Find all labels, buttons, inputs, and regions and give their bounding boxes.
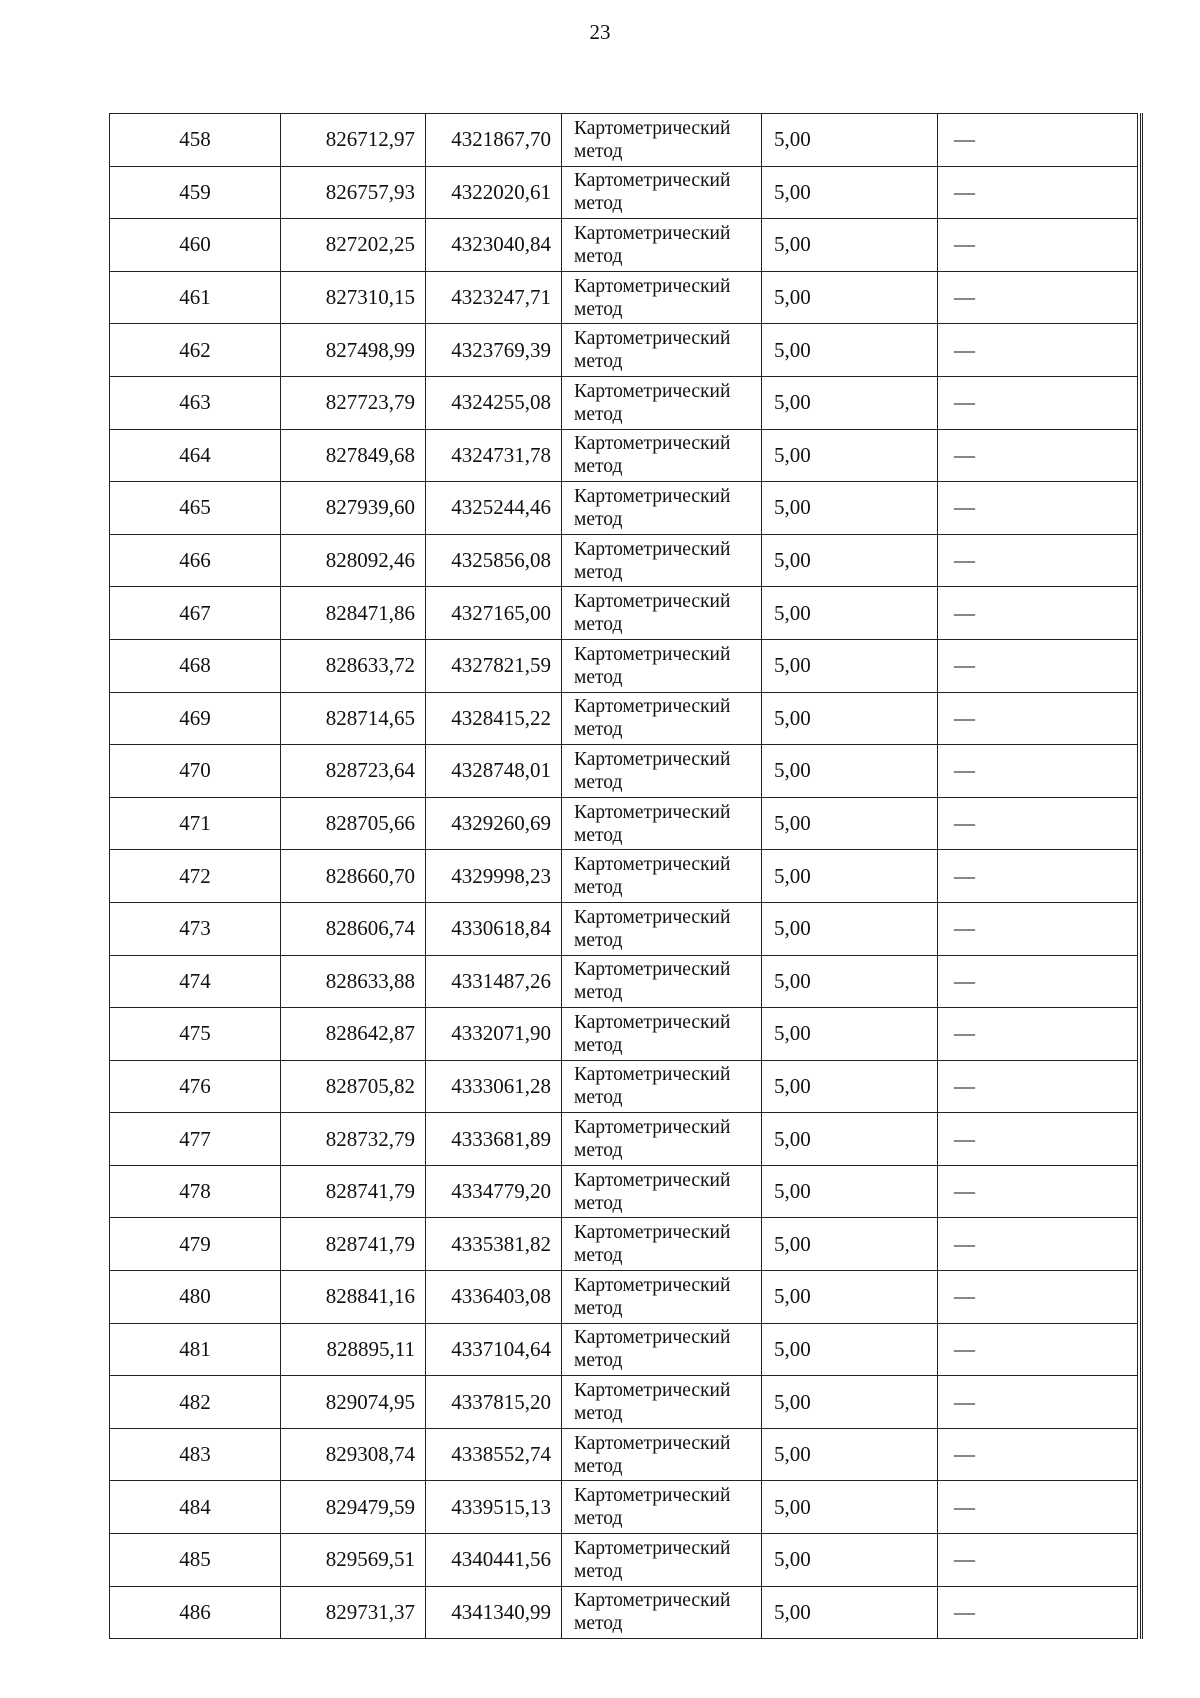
page-number: 23 <box>589 20 611 44</box>
y-coordinate-cell: 4337815,20 <box>426 1376 562 1429</box>
method-cell: Картометрический метод <box>562 482 762 535</box>
method-cell: Картометрический метод <box>562 219 762 272</box>
table-row <box>110 955 1138 1008</box>
accuracy-cell: 5,00 <box>762 692 938 745</box>
table-row <box>110 482 1138 535</box>
note-cell: — <box>938 219 1138 272</box>
accuracy-cell: 5,00 <box>762 639 938 692</box>
point-number-cell: 464 <box>110 429 281 482</box>
x-coordinate-cell: 826757,93 <box>281 166 426 219</box>
x-coordinate-cell: 828606,74 <box>281 902 426 955</box>
table-row <box>110 1165 1138 1218</box>
accuracy-cell: 5,00 <box>762 429 938 482</box>
note-cell: — <box>938 955 1138 1008</box>
table-row <box>110 639 1138 692</box>
point-number-cell: 467 <box>110 587 281 640</box>
table-row <box>110 1428 1138 1481</box>
note-cell: — <box>938 324 1138 377</box>
y-coordinate-cell: 4323247,71 <box>426 271 562 324</box>
table-row <box>110 1218 1138 1271</box>
y-coordinate-cell: 4328415,22 <box>426 692 562 745</box>
y-coordinate-cell: 4335381,82 <box>426 1218 562 1271</box>
point-number-cell: 476 <box>110 1060 281 1113</box>
note-cell: — <box>938 692 1138 745</box>
point-number-cell: 483 <box>110 1428 281 1481</box>
y-coordinate-cell: 4338552,74 <box>426 1428 562 1481</box>
x-coordinate-cell: 828714,65 <box>281 692 426 745</box>
y-coordinate-cell: 4333061,28 <box>426 1060 562 1113</box>
point-number-cell: 466 <box>110 534 281 587</box>
accuracy-cell: 5,00 <box>762 1586 938 1639</box>
table-row <box>110 797 1138 850</box>
method-cell: Картометрический метод <box>562 902 762 955</box>
y-coordinate-cell: 4325244,46 <box>426 482 562 535</box>
x-coordinate-cell: 828092,46 <box>281 534 426 587</box>
table-row <box>110 1481 1138 1534</box>
y-coordinate-cell: 4329998,23 <box>426 850 562 903</box>
note-cell: — <box>938 639 1138 692</box>
table-row <box>110 587 1138 640</box>
accuracy-cell: 5,00 <box>762 1481 938 1534</box>
accuracy-cell: 5,00 <box>762 324 938 377</box>
point-number-cell: 459 <box>110 166 281 219</box>
x-coordinate-cell: 829569,51 <box>281 1534 426 1587</box>
accuracy-cell: 5,00 <box>762 1008 938 1061</box>
x-coordinate-cell: 829308,74 <box>281 1428 426 1481</box>
table-row <box>110 1113 1138 1166</box>
x-coordinate-cell: 827939,60 <box>281 482 426 535</box>
x-coordinate-cell: 828642,87 <box>281 1008 426 1061</box>
accuracy-cell: 5,00 <box>762 166 938 219</box>
x-coordinate-cell: 827310,15 <box>281 271 426 324</box>
point-number-cell: 471 <box>110 797 281 850</box>
method-cell: Картометрический метод <box>562 745 762 798</box>
y-coordinate-cell: 4327821,59 <box>426 639 562 692</box>
note-cell: — <box>938 1586 1138 1639</box>
point-number-cell: 477 <box>110 1113 281 1166</box>
method-cell: Картометрический метод <box>562 114 762 167</box>
point-number-cell: 482 <box>110 1376 281 1429</box>
y-coordinate-cell: 4332071,90 <box>426 1008 562 1061</box>
method-cell: Картометрический метод <box>562 1534 762 1587</box>
table-row <box>110 429 1138 482</box>
note-cell: — <box>938 1113 1138 1166</box>
method-cell: Картометрический метод <box>562 376 762 429</box>
accuracy-cell: 5,00 <box>762 797 938 850</box>
x-coordinate-cell: 828705,66 <box>281 797 426 850</box>
x-coordinate-cell: 827202,25 <box>281 219 426 272</box>
point-number-cell: 478 <box>110 1165 281 1218</box>
note-cell: — <box>938 1481 1138 1534</box>
method-cell: Картометрический метод <box>562 1271 762 1324</box>
y-coordinate-cell: 4322020,61 <box>426 166 562 219</box>
point-number-cell: 474 <box>110 955 281 1008</box>
table-row <box>110 534 1138 587</box>
point-number-cell: 472 <box>110 850 281 903</box>
y-coordinate-cell: 4323769,39 <box>426 324 562 377</box>
x-coordinate-cell: 828732,79 <box>281 1113 426 1166</box>
x-coordinate-cell: 828741,79 <box>281 1218 426 1271</box>
table-row <box>110 1586 1138 1639</box>
table-row <box>110 1060 1138 1113</box>
method-cell: Картометрический метод <box>562 587 762 640</box>
accuracy-cell: 5,00 <box>762 1534 938 1587</box>
method-cell: Картометрический метод <box>562 534 762 587</box>
table-row <box>110 271 1138 324</box>
point-number-cell: 460 <box>110 219 281 272</box>
note-cell: — <box>938 114 1138 167</box>
y-coordinate-cell: 4341340,99 <box>426 1586 562 1639</box>
method-cell: Картометрический метод <box>562 324 762 377</box>
y-coordinate-cell: 4324255,08 <box>426 376 562 429</box>
y-coordinate-cell: 4328748,01 <box>426 745 562 798</box>
accuracy-cell: 5,00 <box>762 1113 938 1166</box>
note-cell: — <box>938 1376 1138 1429</box>
method-cell: Картометрический метод <box>562 1481 762 1534</box>
method-cell: Картометрический метод <box>562 1060 762 1113</box>
table-row <box>110 1376 1138 1429</box>
point-number-cell: 481 <box>110 1323 281 1376</box>
x-coordinate-cell: 829479,59 <box>281 1481 426 1534</box>
y-coordinate-cell: 4334779,20 <box>426 1165 562 1218</box>
point-number-cell: 469 <box>110 692 281 745</box>
coordinates-table-wrapper <box>109 113 1143 1639</box>
method-cell: Картометрический метод <box>562 1586 762 1639</box>
y-coordinate-cell: 4331487,26 <box>426 955 562 1008</box>
note-cell: — <box>938 1060 1138 1113</box>
note-cell: — <box>938 1271 1138 1324</box>
x-coordinate-cell: 828660,70 <box>281 850 426 903</box>
coordinates-table <box>109 113 1138 1639</box>
x-coordinate-cell: 828741,79 <box>281 1165 426 1218</box>
method-cell: Картометрический метод <box>562 850 762 903</box>
y-coordinate-cell: 4324731,78 <box>426 429 562 482</box>
point-number-cell: 479 <box>110 1218 281 1271</box>
table-row <box>110 219 1138 272</box>
method-cell: Картометрический метод <box>562 797 762 850</box>
x-coordinate-cell: 827849,68 <box>281 429 426 482</box>
method-cell: Картометрический метод <box>562 271 762 324</box>
table-row <box>110 902 1138 955</box>
point-number-cell: 484 <box>110 1481 281 1534</box>
method-cell: Картометрический метод <box>562 1218 762 1271</box>
x-coordinate-cell: 829731,37 <box>281 1586 426 1639</box>
accuracy-cell: 5,00 <box>762 1323 938 1376</box>
x-coordinate-cell: 828723,64 <box>281 745 426 798</box>
method-cell: Картометрический метод <box>562 639 762 692</box>
accuracy-cell: 5,00 <box>762 902 938 955</box>
method-cell: Картометрический метод <box>562 166 762 219</box>
point-number-cell: 468 <box>110 639 281 692</box>
y-coordinate-cell: 4325856,08 <box>426 534 562 587</box>
table-row <box>110 114 1138 167</box>
note-cell: — <box>938 797 1138 850</box>
table-body <box>110 114 1138 1639</box>
accuracy-cell: 5,00 <box>762 534 938 587</box>
note-cell: — <box>938 271 1138 324</box>
table-row <box>110 1323 1138 1376</box>
point-number-cell: 475 <box>110 1008 281 1061</box>
accuracy-cell: 5,00 <box>762 745 938 798</box>
method-cell: Картометрический метод <box>562 955 762 1008</box>
point-number-cell: 458 <box>110 114 281 167</box>
method-cell: Картометрический метод <box>562 429 762 482</box>
accuracy-cell: 5,00 <box>762 1165 938 1218</box>
x-coordinate-cell: 828841,16 <box>281 1271 426 1324</box>
accuracy-cell: 5,00 <box>762 955 938 1008</box>
table-row <box>110 376 1138 429</box>
y-coordinate-cell: 4323040,84 <box>426 219 562 272</box>
accuracy-cell: 5,00 <box>762 1376 938 1429</box>
x-coordinate-cell: 827723,79 <box>281 376 426 429</box>
accuracy-cell: 5,00 <box>762 271 938 324</box>
point-number-cell: 480 <box>110 1271 281 1324</box>
y-coordinate-cell: 4330618,84 <box>426 902 562 955</box>
y-coordinate-cell: 4339515,13 <box>426 1481 562 1534</box>
point-number-cell: 461 <box>110 271 281 324</box>
note-cell: — <box>938 1428 1138 1481</box>
note-cell: — <box>938 1165 1138 1218</box>
y-coordinate-cell: 4340441,56 <box>426 1534 562 1587</box>
point-number-cell: 470 <box>110 745 281 798</box>
point-number-cell: 485 <box>110 1534 281 1587</box>
point-number-cell: 462 <box>110 324 281 377</box>
note-cell: — <box>938 1218 1138 1271</box>
point-number-cell: 473 <box>110 902 281 955</box>
accuracy-cell: 5,00 <box>762 219 938 272</box>
accuracy-cell: 5,00 <box>762 587 938 640</box>
method-cell: Картометрический метод <box>562 1428 762 1481</box>
accuracy-cell: 5,00 <box>762 1218 938 1271</box>
note-cell: — <box>938 429 1138 482</box>
note-cell: — <box>938 1323 1138 1376</box>
y-coordinate-cell: 4336403,08 <box>426 1271 562 1324</box>
table-row <box>110 692 1138 745</box>
note-cell: — <box>938 376 1138 429</box>
table-row <box>110 1271 1138 1324</box>
y-coordinate-cell: 4327165,00 <box>426 587 562 640</box>
y-coordinate-cell: 4329260,69 <box>426 797 562 850</box>
table-row <box>110 850 1138 903</box>
table-row <box>110 166 1138 219</box>
y-coordinate-cell: 4337104,64 <box>426 1323 562 1376</box>
x-coordinate-cell: 828471,86 <box>281 587 426 640</box>
note-cell: — <box>938 482 1138 535</box>
note-cell: — <box>938 587 1138 640</box>
note-cell: — <box>938 534 1138 587</box>
y-coordinate-cell: 4333681,89 <box>426 1113 562 1166</box>
accuracy-cell: 5,00 <box>762 1428 938 1481</box>
method-cell: Картометрический метод <box>562 1376 762 1429</box>
point-number-cell: 463 <box>110 376 281 429</box>
point-number-cell: 465 <box>110 482 281 535</box>
note-cell: — <box>938 1008 1138 1061</box>
note-cell: — <box>938 850 1138 903</box>
method-cell: Картометрический метод <box>562 1165 762 1218</box>
x-coordinate-cell: 829074,95 <box>281 1376 426 1429</box>
x-coordinate-cell: 828633,88 <box>281 955 426 1008</box>
table-row <box>110 745 1138 798</box>
accuracy-cell: 5,00 <box>762 114 938 167</box>
method-cell: Картометрический метод <box>562 1113 762 1166</box>
x-coordinate-cell: 828895,11 <box>281 1323 426 1376</box>
table-row <box>110 324 1138 377</box>
accuracy-cell: 5,00 <box>762 850 938 903</box>
x-coordinate-cell: 828633,72 <box>281 639 426 692</box>
note-cell: — <box>938 166 1138 219</box>
accuracy-cell: 5,00 <box>762 1271 938 1324</box>
x-coordinate-cell: 827498,99 <box>281 324 426 377</box>
method-cell: Картометрический метод <box>562 1323 762 1376</box>
note-cell: — <box>938 1534 1138 1587</box>
x-coordinate-cell: 826712,97 <box>281 114 426 167</box>
point-number-cell: 486 <box>110 1586 281 1639</box>
note-cell: — <box>938 902 1138 955</box>
accuracy-cell: 5,00 <box>762 376 938 429</box>
y-coordinate-cell: 4321867,70 <box>426 114 562 167</box>
method-cell: Картометрический метод <box>562 1008 762 1061</box>
method-cell: Картометрический метод <box>562 692 762 745</box>
note-cell: — <box>938 745 1138 798</box>
table-row <box>110 1008 1138 1061</box>
table-row <box>110 1534 1138 1587</box>
accuracy-cell: 5,00 <box>762 482 938 535</box>
accuracy-cell: 5,00 <box>762 1060 938 1113</box>
x-coordinate-cell: 828705,82 <box>281 1060 426 1113</box>
